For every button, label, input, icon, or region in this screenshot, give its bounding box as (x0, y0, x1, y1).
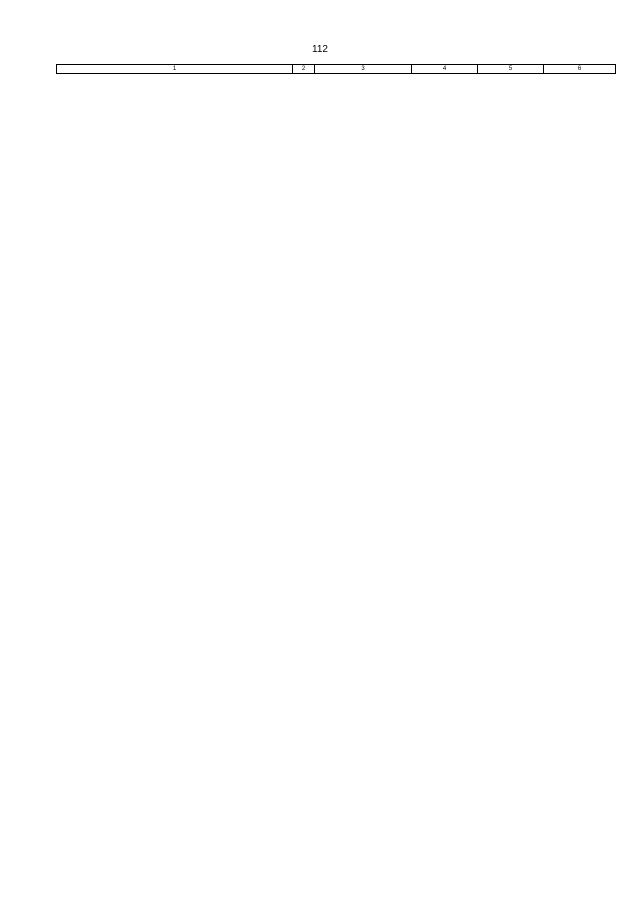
column-number: 1 (57, 65, 293, 74)
table-header (57, 65, 616, 74)
budget-table-wrap (56, 64, 615, 74)
column-number: 5 (478, 65, 544, 74)
page-number: 112 (312, 44, 328, 55)
column-number-row (57, 65, 616, 74)
budget-table (56, 64, 616, 74)
column-number: 3 (315, 65, 412, 74)
column-number: 4 (412, 65, 478, 74)
column-number: 6 (544, 65, 616, 74)
column-number: 2 (293, 65, 315, 74)
